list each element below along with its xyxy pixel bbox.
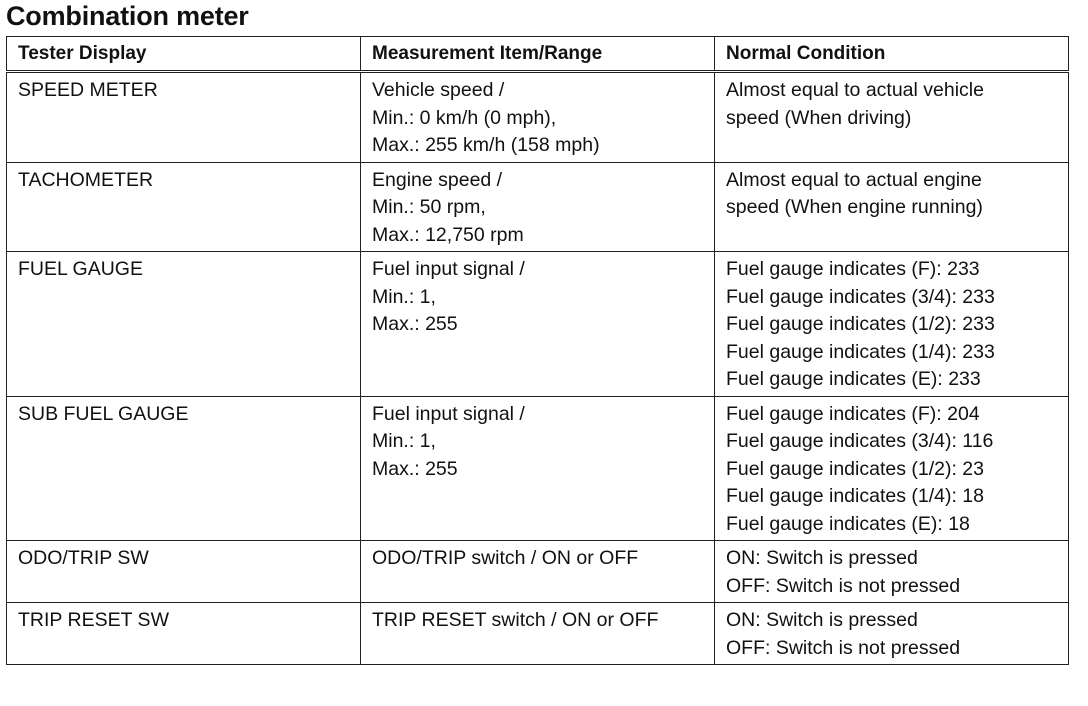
measurement-range-cell bbox=[361, 162, 715, 252]
measurement-range-line: Max.: 255 bbox=[372, 457, 458, 480]
tester-display-cell bbox=[7, 603, 361, 665]
normal-condition-line: speed (When engine running) bbox=[726, 196, 983, 218]
normal-condition-line: Fuel gauge indicates (E): 233 bbox=[726, 368, 981, 390]
measurement-range-line: Engine speed / bbox=[372, 168, 503, 191]
normal-condition-cell bbox=[715, 162, 1069, 252]
table-row bbox=[7, 72, 1069, 163]
measurement-range-cell bbox=[361, 541, 715, 603]
column-header-measurement-range: Measurement Item/Range bbox=[361, 37, 715, 72]
tester-display-text: SPEED METER bbox=[18, 79, 158, 101]
tester-display-text: SUB FUEL GAUGE bbox=[18, 402, 189, 425]
normal-condition-cell bbox=[715, 603, 1069, 665]
table-row bbox=[7, 252, 1069, 397]
normal-condition-line: Fuel gauge indicates (3/4): 233 bbox=[726, 285, 995, 308]
table-row bbox=[7, 396, 1069, 541]
measurement-range-line: Max.: 255 bbox=[372, 313, 458, 335]
measurement-range-cell bbox=[361, 603, 715, 665]
normal-condition-line: ON: Switch is pressed bbox=[726, 609, 918, 631]
measurement-range-line: Min.: 50 rpm, bbox=[372, 196, 486, 218]
table-body bbox=[7, 72, 1069, 665]
measurement-range-cell bbox=[361, 396, 715, 541]
normal-condition-line: Fuel gauge indicates (F): 233 bbox=[726, 258, 980, 280]
tester-display-cell bbox=[7, 252, 361, 397]
normal-condition-cell bbox=[715, 541, 1069, 603]
measurement-range-line: TRIP RESET switch / ON or OFF bbox=[372, 609, 659, 631]
normal-condition-line: Fuel gauge indicates (1/2): 233 bbox=[726, 313, 995, 335]
measurement-range-line: Fuel input signal / bbox=[372, 402, 525, 425]
measurement-range-line: Max.: 12,750 rpm bbox=[372, 223, 524, 246]
tester-display-cell bbox=[7, 541, 361, 603]
tester-display-text: TACHOMETER bbox=[18, 168, 154, 191]
table-header-row bbox=[7, 37, 1069, 72]
combination-meter-table bbox=[6, 36, 1069, 665]
tester-display-text: ODO/TRIP SW bbox=[18, 547, 149, 569]
column-header-normal-condition: Normal Condition bbox=[715, 37, 1069, 72]
tester-display-text: TRIP RESET SW bbox=[18, 609, 169, 631]
normal-condition-line: Fuel gauge indicates (F): 204 bbox=[726, 402, 980, 425]
normal-condition-line: Almost equal to actual vehicle bbox=[726, 79, 984, 101]
normal-condition-line: Fuel gauge indicates (1/4): 233 bbox=[726, 340, 995, 363]
tester-display-cell bbox=[7, 162, 361, 252]
column-header-tester-display: Tester Display bbox=[7, 37, 361, 72]
measurement-range-line: Fuel input signal / bbox=[372, 258, 525, 280]
normal-condition-line: Fuel gauge indicates (3/4): 116 bbox=[726, 430, 994, 452]
normal-condition-cell bbox=[715, 72, 1069, 163]
normal-condition-line: ON: Switch is pressed bbox=[726, 547, 918, 569]
measurement-range-cell bbox=[361, 72, 715, 163]
normal-condition-cell bbox=[715, 396, 1069, 541]
table-row bbox=[7, 541, 1069, 603]
normal-condition-line: Fuel gauge indicates (1/2): 23 bbox=[726, 457, 984, 480]
normal-condition-line: Fuel gauge indicates (1/4): 18 bbox=[726, 485, 984, 507]
measurement-range-line: ODO/TRIP switch / ON or OFF bbox=[372, 547, 639, 569]
measurement-range-line: Min.: 0 km/h (0 mph), bbox=[372, 106, 557, 129]
page-title: Combination meter bbox=[6, 1, 249, 31]
normal-condition-line: OFF: Switch is not pressed bbox=[726, 574, 961, 597]
tester-display-cell bbox=[7, 396, 361, 541]
measurement-range-line: Vehicle speed / bbox=[372, 79, 505, 101]
measurement-range-cell bbox=[361, 252, 715, 397]
measurement-range-line: Min.: 1, bbox=[372, 285, 436, 308]
measurement-range-line: Min.: 1, bbox=[372, 430, 436, 452]
table-row bbox=[7, 603, 1069, 665]
normal-condition-cell bbox=[715, 252, 1069, 397]
tester-display-cell bbox=[7, 72, 361, 163]
normal-condition-line: speed (When driving) bbox=[726, 106, 912, 129]
table-row bbox=[7, 162, 1069, 252]
normal-condition-line: Almost equal to actual engine bbox=[726, 168, 982, 191]
normal-condition-line: Fuel gauge indicates (E): 18 bbox=[726, 512, 970, 535]
tester-display-text: FUEL GAUGE bbox=[18, 258, 143, 280]
measurement-range-line: Max.: 255 km/h (158 mph) bbox=[372, 134, 600, 156]
normal-condition-line: OFF: Switch is not pressed bbox=[726, 636, 961, 659]
